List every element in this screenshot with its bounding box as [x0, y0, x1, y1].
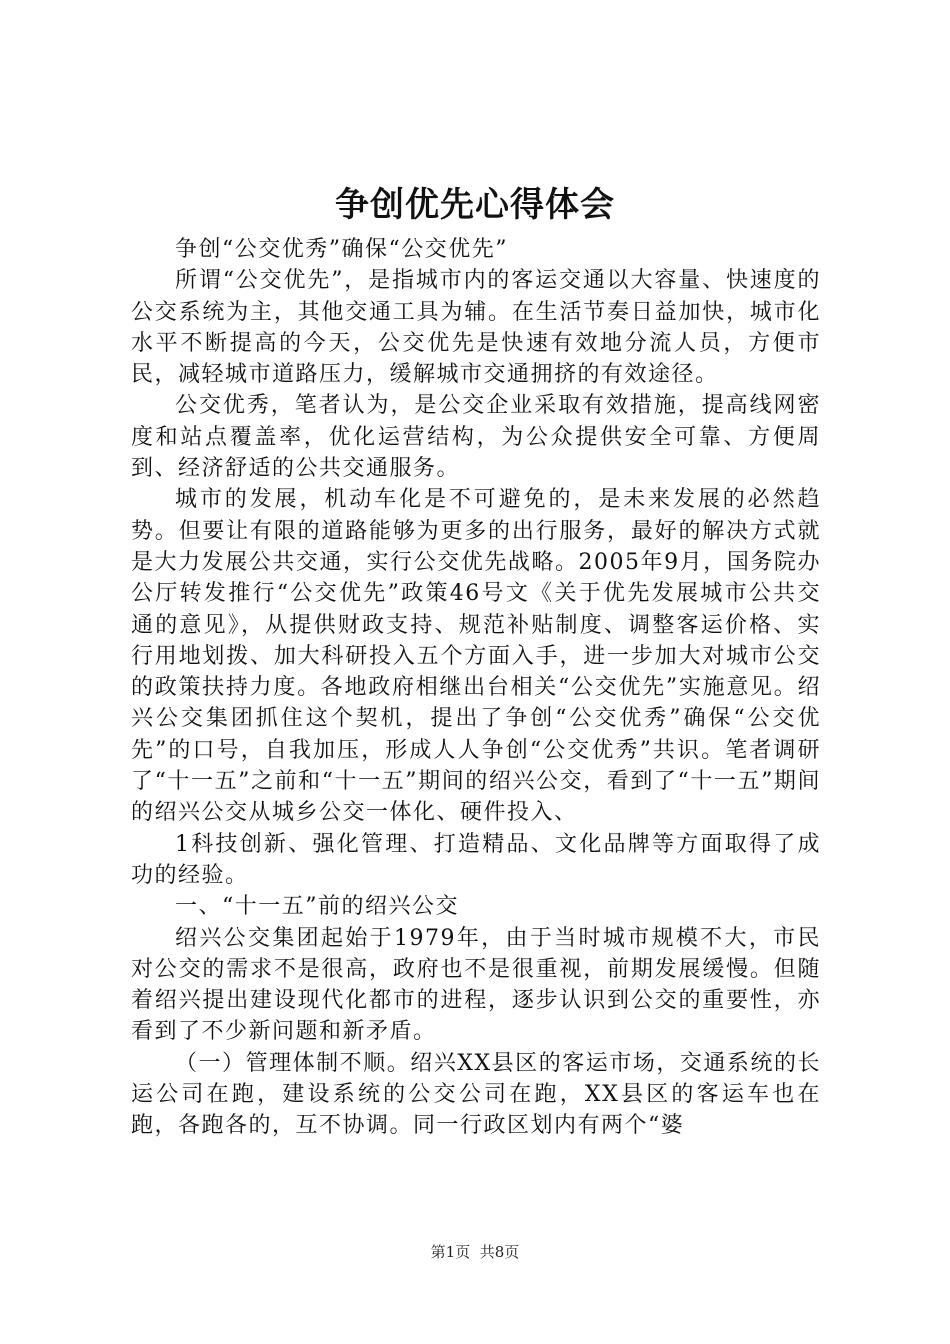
body-paragraph: （一）管理体制不顺。绍兴XX县区的客运市场，交通系统的长运公司在跑，建设系统的公交公司在跑，XX县区的客运车也在跑，各跑各的，互不协调。同一行政区划内有两个“婆 — [131, 1050, 821, 1139]
subtitle-paragraph: 争创“公交优秀”确保“公交优先” — [175, 237, 508, 262]
body-paragraph: 公交优秀，笔者认为，是公交企业采取有效措施，提高线网密度和站点覆盖率，优化运营结构，为公众提供安全可靠、方便周到、经济舒适的公共交通服务。 — [131, 393, 821, 482]
body-paragraph: 城市的发展，机动车化是不可避免的，是未来发展的必然趋势。但要让有限的道路能够为更多的出行服务，最好的解决方式就是大力发展公共交通，实行公交优先战略。2005年9月，国务院办公厅转发推行“公交优先”政策46号文《关于优先发展城市公共交通的意见》，从提供财政支持、规范补贴制度、调整客运价格、实行用地划拨、加大科研投入五个方面入手，进一步加大对城市公交的政策扶持力度。各地政府相继出台相关“公交优先”实施意见。绍兴公交集团抓住这个契机，提出了争创“公交优秀”确保“公交优先”的口号，自我加压，形成人人争创“公交优秀”共识。笔者调研了“十一五”之前和“十一五”期间的绍兴公交，看到了“十一五”期间的绍兴公交从城乡公交一体化、硬件投入、 — [131, 487, 822, 826]
body-paragraph: 所谓“公交优先”，是指城市内的客运交通以大容量、快速度的公交系统为主，其他交通工具为辅。在生活节奏日益加快，城市化水平不断提高的今天，公交优先是快速有效地分流人员，方便市民，减轻城市道路压力，缓解城市交通拥挤的有效途径。 — [131, 268, 821, 388]
section-heading: 一、“十一五”前的绍兴公交 — [175, 894, 459, 920]
page-footer — [0, 1242, 950, 1262]
body-paragraph: 1科技创新、强化管理、打造精品、文化品牌等方面取得了成功的经验。 — [131, 831, 821, 888]
page-number: 第1页 — [430, 1243, 471, 1261]
document-title: 争创优先心得体会 — [335, 185, 615, 225]
document-body — [131, 234, 821, 1142]
page-total: 共8页 — [479, 1243, 520, 1261]
body-paragraph: 绍兴公交集团起始于1979年，由于当时城市规模不大，市民对公交的需求不是很高，政府也不是很重视，前期发展缓慢。但随着绍兴提出建设现代化都市的进程，逐步认识到公交的重要性，亦看到了不少新问题和新矛盾。 — [131, 925, 821, 1045]
